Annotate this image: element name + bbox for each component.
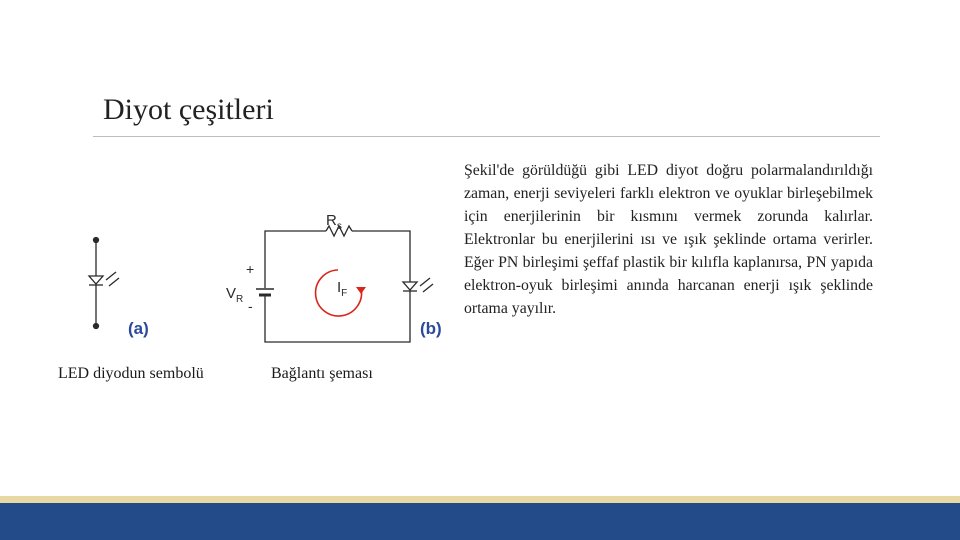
current-label: $I_F$ (337, 279, 348, 299)
diode-triangle (89, 276, 103, 284)
led-symbol-a (89, 238, 119, 329)
body-paragraph: Şekil'de görüldüğü gibi LED diyot doğru polarmalandırıldığı zaman, enerji seviyeleri farklı elektron ve oyuklar birleşebilmek için enerjilerinin bir kısmını vermek zorunda kalırlar. Elektronlar bu enerjilerini ısı ve ışık şeklinde ortama verirler. Eğer PN birleşimi şeffaf plastik bir kılıfla kaplanırsa, PN yapıda elektron-oyuk birleşimi anında harcanan enerji ışık şeklinde ortama yayılır. (464, 162, 873, 317)
current-arrowhead (356, 287, 366, 294)
caption-led-symbol: LED diyodun sembolü (58, 365, 204, 382)
led-circuit-figure (80, 210, 455, 350)
footer-accent-line (0, 496, 960, 503)
title-divider (93, 136, 880, 137)
circuit-b (256, 226, 433, 342)
wire-left-top (265, 231, 326, 288)
resistor-label: $R_s$ (326, 212, 342, 232)
led-triangle (403, 282, 417, 290)
emission-arrow (106, 272, 116, 280)
minus-sign: - (248, 298, 253, 314)
terminal-bottom-dot (94, 324, 99, 329)
caption-connection-diagram: Bağlantı şeması (271, 365, 373, 382)
emission-arrow (420, 278, 430, 286)
emission-arrow (423, 284, 433, 292)
footer-bar (0, 503, 960, 540)
plus-sign: + (246, 261, 255, 277)
slide-title: Diyot çeşitleri (103, 93, 274, 126)
terminal-top-dot (94, 238, 99, 243)
source-label: $V_R$ (226, 285, 244, 305)
emission-arrow (109, 278, 119, 286)
wire-right-top (352, 231, 410, 282)
label-b: (b) (420, 319, 442, 338)
label-a: (a) (128, 319, 149, 338)
